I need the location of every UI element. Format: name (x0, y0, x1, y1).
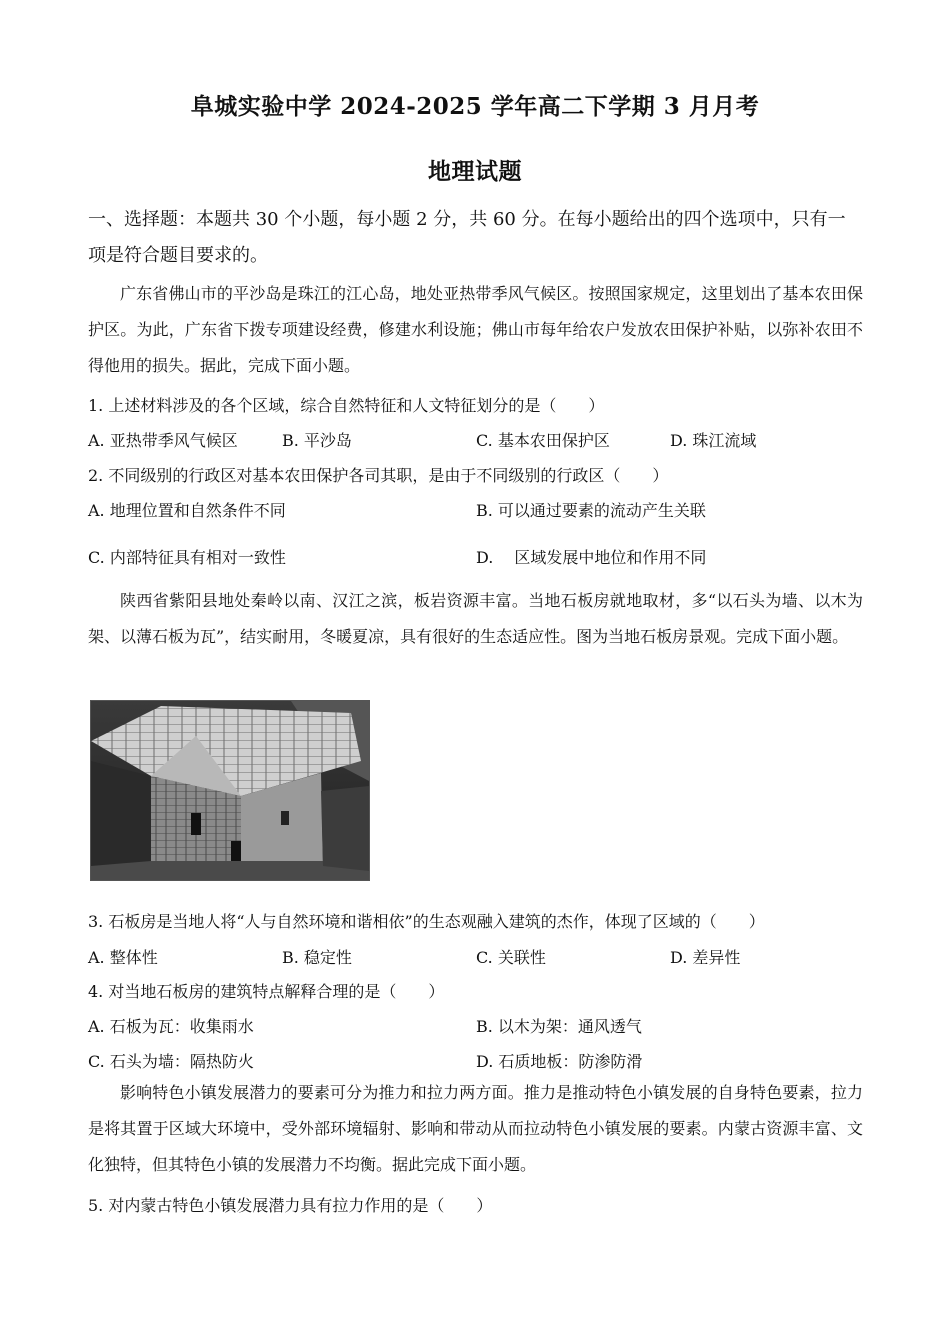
question-1-option-a: A. 亚热带季风气候区 (88, 431, 238, 450)
question-1-stem: 1. 上述材料涉及的各个区域，综合自然特征和人文特征划分的是（ ） (88, 396, 605, 415)
passage-3: 影响特色小镇发展潜力的要素可分为推力和拉力两方面。推力是推动特色小镇发展的自身特色要素，拉力是将其置于区域大环境中，受外部环境辐射、影响和带动从而拉动特色小镇发展的要素。内蒙古资源丰富、文化独特，但其特色小镇的发展潜力不均衡。据此完成下面小题。 (88, 1083, 863, 1174)
question-2-option-d: D. 区域发展中地位和作用不同 (476, 548, 707, 567)
section-heading: 一、选择题：本题共 30 个小题，每小题 2 分，共 60 分。在每小题给出的四个选项中，只有一项是符合题目要求的。 (88, 209, 846, 266)
question-4-option-c: C. 石头为墙：隔热防火 (88, 1052, 254, 1071)
question-1-option-d: D. 珠江流域 (670, 431, 757, 450)
question-2-stem: 2. 不同级别的行政区对基本农田保护各司其职，是由于不同级别的行政区（ ） (88, 466, 669, 485)
exam-title: 阜城实验中学 2024-2025 学年高二下学期 3 月月考 (190, 93, 760, 120)
question-4-option-d: D. 石质地板：防渗防滑 (476, 1052, 643, 1071)
question-4-option-b: B. 以木为架：通风透气 (476, 1017, 642, 1036)
question-3-stem: 3. 石板房是当地人将“人与自然环境和谐相依”的生态观融入建筑的杰作，体现了区域的（ ） (88, 912, 765, 931)
question-3-option-b: B. 稳定性 (282, 948, 352, 967)
stone-house-photo (90, 700, 370, 881)
question-2-option-a: A. 地理位置和自然条件不同 (88, 501, 286, 520)
question-1-option-b: B. 平沙岛 (282, 431, 352, 450)
passage-2: 陕西省紫阳县地处秦岭以南、汉江之滨，板岩资源丰富。当地石板房就地取材，多“以石头为墙、以木为架、以薄石板为瓦”，结实耐用，冬暖夏凉，具有很好的生态适应性。图为当地石板房景观。完成下面小题。 (88, 591, 863, 646)
question-5-stem: 5. 对内蒙古特色小镇发展潜力具有拉力作用的是（ ） (88, 1196, 493, 1215)
question-3-option-d: D. 差异性 (670, 948, 741, 967)
question-1-option-c: C. 基本农田保护区 (476, 431, 610, 450)
question-2-option-b: B. 可以通过要素的流动产生关联 (476, 501, 706, 520)
passage-1: 广东省佛山市的平沙岛是珠江的江心岛，地处亚热带季风气候区。按照国家规定，这里划出了基本农田保护区。为此，广东省下拨专项建设经费，修建水利设施；佛山市每年给农户发放农田保护补贴，以弥补农田不得他用的损失。据此，完成下面小题。 (88, 284, 863, 375)
question-3-option-a: A. 整体性 (88, 948, 158, 967)
question-3-option-c: C. 关联性 (476, 948, 546, 967)
exam-subtitle: 地理试题 (428, 158, 522, 185)
question-4-stem: 4. 对当地石板房的建筑特点解释合理的是（ ） (88, 982, 445, 1001)
question-4-option-a: A. 石板为瓦：收集雨水 (88, 1017, 254, 1036)
question-2-option-c: C. 内部特征具有相对一致性 (88, 548, 286, 567)
